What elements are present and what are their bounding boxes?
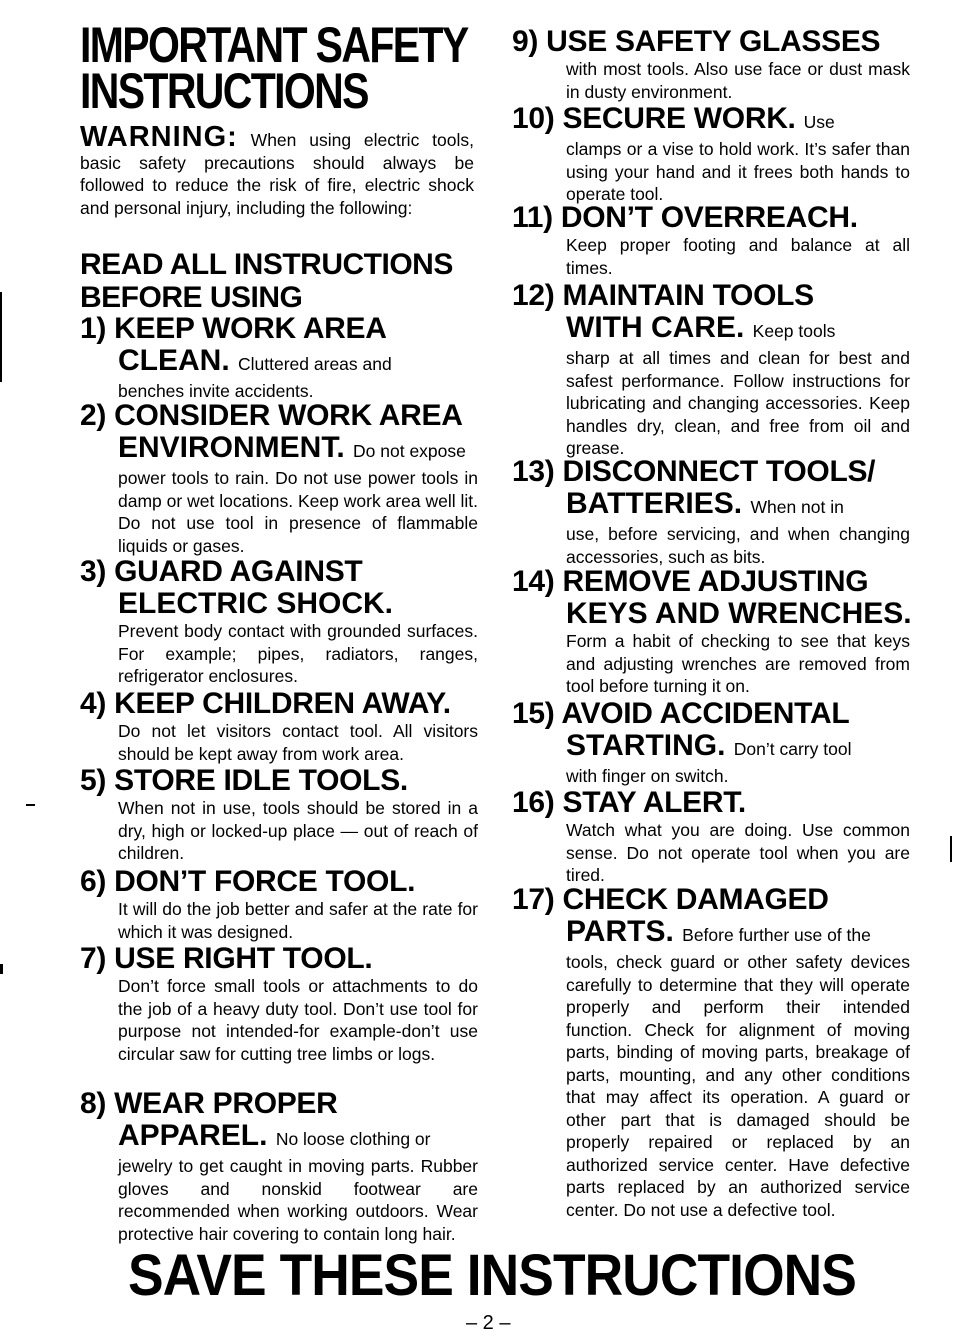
item-body: Don’t force small tools or attachments to do the job of a heavy duty tool. Don’t use tool for purpose not intended-for example-don’t use circular saw for cutting tree limbs or logs. <box>118 976 478 1064</box>
item-inline-text: Use <box>803 112 835 132</box>
page-title <box>80 17 468 119</box>
item-number: 15) <box>512 697 555 730</box>
item-body: use, before servicing, and when changing accessories, such as bits. <box>566 524 910 567</box>
item-heading: GUARD AGAINST <box>114 555 363 588</box>
item-heading: KEEP WORK AREA <box>114 312 387 345</box>
item-heading: WEAR PROPER <box>114 1087 338 1120</box>
item-heading-cont: STARTING. <box>566 729 726 762</box>
scan-edge-mark <box>950 836 952 862</box>
safety-item-9 <box>512 26 910 103</box>
save-instructions-title: SAVE THESE INSTRUCTIONS <box>128 1243 856 1308</box>
safety-item-7 <box>80 943 478 1065</box>
safety-item-16 <box>512 787 910 887</box>
item-body: benches invite accidents. <box>118 381 314 401</box>
item-heading-cont: CLEAN. <box>118 344 230 377</box>
item-number: 9) <box>512 25 539 58</box>
item-body: Prevent body contact with grounded surfaces. For example; pipes, radiators, ranges, refrigerator enclosures. <box>118 621 478 686</box>
item-heading-cont: BATTERIES. <box>566 487 743 520</box>
scan-dash-mark <box>26 804 35 806</box>
warning-paragraph <box>80 121 474 219</box>
scan-edge-mark <box>0 964 3 974</box>
safety-item-10 <box>512 103 910 206</box>
page-number: – 2 – <box>466 1312 511 1334</box>
safety-item-1 <box>80 313 478 403</box>
item-body: jewelry to get caught in moving parts. Rubber gloves and nonskid footwear are recommended when working outdoors. Wear protective hair covering to contain long hair. <box>118 1156 478 1244</box>
item-inline-text: Do not expose <box>353 441 466 461</box>
item-heading-cont: ENVIRONMENT. <box>118 431 345 464</box>
item-body: Keep proper footing and balance at all times. <box>566 235 910 278</box>
item-inline-text: When not in <box>750 497 844 517</box>
item-body: tools, check guard or other safety devices carefully to determine that they will operate properly and perform their intended function. Check for alignment of moving parts, binding of moving parts, breakage of parts, mounting, and any other conditions that may affect its operation. A guard or other part that is damaged should be properly repaired or replaced by an authorized service center. Have defective parts replaced by an authorized service center. Do not use a defective tool. <box>566 952 910 1220</box>
item-body: clamps or a vise to hold work. It’s safer than using your hand and it frees both hands to operate tool. <box>566 139 910 204</box>
item-inline-text: No loose clothing or <box>275 1129 431 1149</box>
item-heading: DISCONNECT TOOLS/ <box>562 455 876 488</box>
item-heading: USE RIGHT TOOL. <box>114 942 373 975</box>
item-heading: REMOVE ADJUSTING <box>562 565 869 598</box>
item-number: 13) <box>512 455 555 488</box>
warning-label: WARNING: <box>80 121 238 153</box>
item-body: with finger on switch. <box>566 766 729 786</box>
item-number: 1) <box>80 312 107 345</box>
item-body: It will do the job better and safer at the rate for which it was designed. <box>118 899 478 942</box>
item-number: 7) <box>80 942 107 975</box>
item-heading-cont: KEYS AND WRENCHES. <box>566 597 912 630</box>
title-line-1: IMPORTANT SAFETY <box>80 17 468 73</box>
item-heading: USE SAFETY GLASSES <box>546 25 881 58</box>
item-heading-cont: WITH CARE. <box>566 311 745 344</box>
item-number: 10) <box>512 102 555 135</box>
item-heading: AVOID ACCIDENTAL <box>561 697 850 730</box>
item-number: 4) <box>80 687 107 720</box>
read-all-line-2: BEFORE USING <box>80 281 303 314</box>
item-number: 2) <box>80 399 107 432</box>
safety-item-14 <box>512 566 910 698</box>
item-number: 14) <box>512 565 555 598</box>
item-number: 8) <box>80 1087 107 1120</box>
read-all-line-1: READ ALL INSTRUCTIONS <box>80 248 453 281</box>
safety-item-6 <box>80 866 478 943</box>
item-body: Watch what you are doing. Use common sense. Do not operate tool when you are tired. <box>566 820 910 885</box>
item-heading: MAINTAIN TOOLS <box>562 279 814 312</box>
safety-item-4 <box>80 688 478 765</box>
item-heading-cont: ELECTRIC SHOCK. <box>118 587 394 620</box>
read-all-heading <box>80 248 453 314</box>
item-body: sharp at all times and clean for best and safest performance. Follow instructions for lubricating and changing accessories. Keep handles dry, clean, and free from oil and grease. <box>566 348 910 458</box>
item-body: Form a habit of checking to see that keys and adjusting wrenches are removed from tool before turning it on. <box>566 631 910 696</box>
safety-item-15 <box>512 698 910 788</box>
item-number: 11) <box>512 201 553 234</box>
title-line-2: INSTRUCTIONS <box>80 63 368 119</box>
item-inline-text: Don’t carry tool <box>733 739 852 759</box>
item-number: 5) <box>80 764 107 797</box>
item-body: Do not let visitors contact tool. All visitors should be kept away from work area. <box>118 721 478 764</box>
warning-text: When using electric tools, basic safety precautions should always be followed to reduce the risk of fire, electric shock and personal injury, including the following: <box>80 130 474 218</box>
item-heading-cont: PARTS. <box>566 915 674 948</box>
safety-item-3 <box>80 556 478 688</box>
safety-item-5 <box>80 765 478 865</box>
item-number: 17) <box>512 883 555 916</box>
item-heading: STORE IDLE TOOLS. <box>114 764 408 797</box>
item-heading: DON’T OVERREACH. <box>560 201 858 234</box>
item-body: power tools to rain. Do not use power tools in damp or wet locations. Keep work area well lit. Do not use tool in presence of flammable liquids or gases. <box>118 468 478 556</box>
item-number: 3) <box>80 555 107 588</box>
item-inline-text: Keep tools <box>752 321 836 341</box>
safety-item-8 <box>80 1088 478 1245</box>
item-number: 16) <box>512 786 555 819</box>
item-number: 12) <box>512 279 555 312</box>
item-heading-cont: APPAREL. <box>118 1119 268 1152</box>
scan-edge-mark <box>0 292 2 382</box>
safety-item-2 <box>80 400 478 557</box>
item-inline-text: Before further use of the <box>682 925 871 945</box>
item-heading: CHECK DAMAGED <box>562 883 829 916</box>
item-heading: CONSIDER WORK AREA <box>114 399 463 432</box>
safety-item-17 <box>512 884 910 1221</box>
safety-item-13 <box>512 456 910 568</box>
item-heading: STAY ALERT. <box>562 786 746 819</box>
item-body: When not in use, tools should be stored in a dry, high or locked-up place — out of reach of children. <box>118 798 478 863</box>
safety-item-11 <box>512 202 910 279</box>
item-inline-text: Cluttered areas and <box>238 354 392 374</box>
safety-item-12 <box>512 280 910 460</box>
item-number: 6) <box>80 865 107 898</box>
item-heading: SECURE WORK. <box>562 102 796 135</box>
item-heading: KEEP CHILDREN AWAY. <box>114 687 451 720</box>
item-heading: DON’T FORCE TOOL. <box>114 865 416 898</box>
item-body: with most tools. Also use face or dust mask in dusty environment. <box>566 59 910 102</box>
